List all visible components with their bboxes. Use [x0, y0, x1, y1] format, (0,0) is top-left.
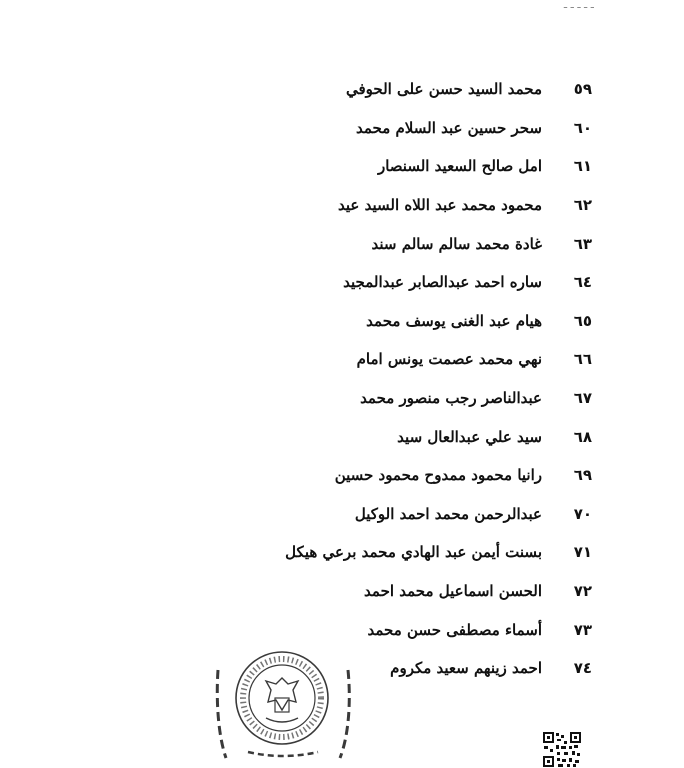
list-item: [262, 224, 592, 263]
item-name: سيد علي عبدالعال سيد: [397, 427, 542, 446]
item-number: ٦٢: [573, 196, 592, 215]
item-name: الحسن اسماعيل محمد احمد: [364, 582, 542, 601]
list-item: [262, 263, 592, 302]
item-name: أسماء مصطفى حسن محمد: [367, 620, 542, 639]
names-list: [262, 70, 592, 688]
list-item: [262, 70, 592, 109]
item-number: ٦٠: [573, 118, 592, 137]
item-number: ٦٦: [573, 350, 592, 369]
item-number: ٦١: [573, 157, 592, 176]
item-number: ٦٩: [573, 466, 592, 485]
item-name: هيام عبد الغنى يوسف محمد: [366, 311, 542, 330]
item-name: امل صالح السعيد السنصار: [377, 157, 542, 176]
item-number: ٦٣: [573, 234, 592, 253]
item-number: ٦٤: [573, 273, 592, 292]
official-seal-stamp: [208, 640, 358, 768]
item-name: محمد السيد حسن على الحوفي: [345, 80, 542, 99]
list-item: [262, 340, 592, 379]
list-item: [262, 302, 592, 341]
item-name: عبدالناصر رجب منصور محمد: [360, 389, 542, 408]
item-name: محمود محمد عبد اللاه السيد عيد: [338, 196, 542, 215]
item-number: ٧٠: [573, 504, 592, 523]
item-number: ٧٤: [573, 659, 592, 678]
item-name: احمد زينهم سعيد مكروم: [390, 659, 542, 678]
qr-code-icon: [542, 731, 582, 768]
list-item: [262, 495, 592, 534]
item-number: ٦٨: [573, 427, 592, 446]
list-item: [262, 533, 592, 572]
item-name: ساره احمد عبدالصابر عبدالمجيد: [343, 273, 542, 292]
item-number: ٥٩: [573, 80, 592, 99]
item-name: رانيا محمود ممدوح محمود حسين: [334, 466, 542, 485]
list-item: [262, 147, 592, 186]
item-number: ٦٥: [573, 311, 592, 330]
corner-handwritten-mark: ـ ـ ـ ـ ـ: [563, 0, 594, 11]
item-number: ٧١: [573, 543, 592, 562]
item-name: غادة محمد سالم سالم سند: [371, 234, 542, 253]
list-item: [262, 186, 592, 225]
list-item: [262, 456, 592, 495]
item-number: ٧٣: [573, 620, 592, 639]
item-name: بسنت أيمن عبد الهادي محمد برعي هيكل: [285, 543, 542, 562]
list-item: [262, 109, 592, 148]
list-item: [262, 379, 592, 418]
item-number: ٧٢: [573, 582, 592, 601]
item-number: ٦٧: [573, 389, 592, 408]
list-item: [262, 417, 592, 456]
item-name: عبدالرحمن محمد احمد الوكيل: [354, 504, 542, 523]
list-item: [262, 572, 592, 611]
item-name: نهي محمد عصمت يونس امام: [356, 350, 542, 369]
item-name: سحر حسين عبد السلام محمد: [356, 118, 542, 137]
